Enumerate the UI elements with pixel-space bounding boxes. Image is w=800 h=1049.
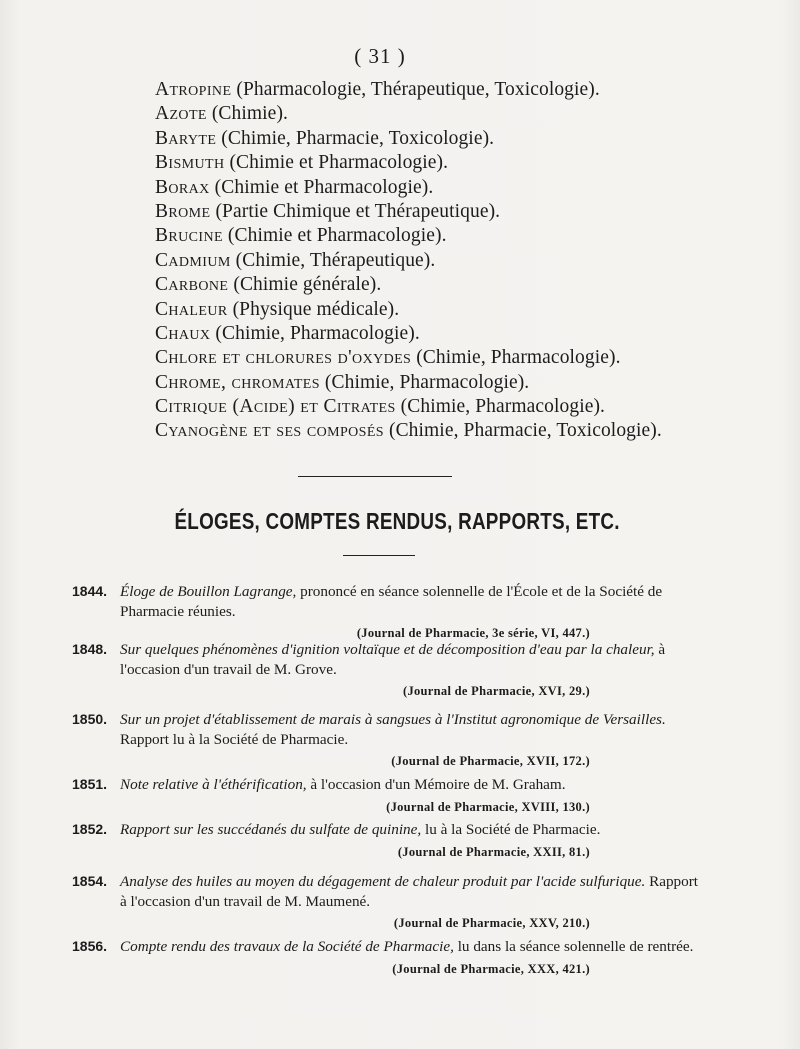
- entry-reference: (Journal de Pharmacie, XXII, 81.): [397, 844, 590, 859]
- subject-term: Chaleur: [155, 298, 228, 320]
- subject-item: [155, 419, 755, 443]
- entry-title: Sur quelques phénomènes d'ignition voltaïque et de décomposition d'eau par la chaleur,: [120, 641, 655, 658]
- subject-description: (Chimie et Pharmacologie).: [224, 152, 449, 174]
- entry-reference: (Journal de Pharmacie, XXV, 210.): [393, 916, 590, 930]
- entry-description: à l'occasion d'un Mémoire de M. Graham.: [306, 776, 566, 793]
- subject-term: Cyanogène et ses composés: [155, 420, 384, 442]
- entry-year: 1852.: [72, 821, 108, 837]
- entry-reference: (Journal de Pharmacie, XVI, 29.): [402, 684, 590, 698]
- entry-year: 1856.: [72, 938, 108, 954]
- entry-title: Note relative à l'éthérification,: [120, 776, 307, 793]
- subject-term: Borax: [155, 176, 210, 198]
- subject-description: (Pharmacologie, Thérapeutique, Toxicologie).: [231, 79, 600, 100]
- subject-term: Baryte: [155, 127, 217, 149]
- subject-term: Azote: [155, 103, 207, 125]
- entry-reference: (Journal de Pharmacie, XVIII, 130.): [386, 799, 590, 814]
- entry-title: Éloge de Bouillon Lagrange,: [120, 583, 297, 600]
- subject-description: (Chimie).: [206, 103, 289, 125]
- entry-description: Rapport lu à la Société de Pharmacie.: [120, 730, 349, 748]
- entry-text: [120, 640, 700, 701]
- subject-description: (Chimie, Pharmacologie).: [395, 396, 606, 418]
- publication-entry: [72, 582, 712, 643]
- entry-description: Rapport à l'occasion d'un travail de M. Maumené.: [120, 873, 699, 910]
- entry-title: Rapport sur les succédanés du sulfate de quinine,: [120, 821, 422, 838]
- entry-description: lu dans la séance solennelle de rentrée.: [453, 938, 694, 955]
- publication-entry: [72, 710, 712, 771]
- subject-term: Chlore et chlorures d'oxydes: [155, 347, 412, 369]
- entry-text: [120, 820, 700, 862]
- entry-text: [120, 710, 700, 771]
- entry-reference: (Journal de Pharmacie, XXX, 421.): [392, 961, 590, 976]
- entry-year: 1850.: [72, 711, 108, 727]
- subject-list: [155, 78, 755, 444]
- subject-description: (Chimie, Pharmacologie).: [411, 347, 621, 369]
- subject-item: [155, 176, 755, 200]
- publication-entry: [72, 820, 712, 862]
- subject-item: [155, 371, 755, 395]
- entry-text: [120, 582, 700, 643]
- publication-entry: [72, 640, 712, 701]
- page-number: ( 31 ): [354, 44, 406, 68]
- entry-year: 1854.: [72, 873, 108, 889]
- subject-item: [155, 273, 755, 297]
- entry-description: lu à la Société de Pharmacie.: [421, 821, 601, 838]
- subject-description: (Chimie générale).: [228, 274, 382, 296]
- subject-term: Cadmium: [155, 249, 231, 271]
- subject-item: [155, 322, 755, 346]
- entry-description: à l'occasion d'un travail de M. Grove.: [120, 641, 666, 678]
- subject-item: [155, 78, 755, 102]
- subject-description: (Chimie, Thérapeutique).: [230, 249, 436, 271]
- subject-item: [155, 224, 755, 248]
- subject-term: Bismuth: [155, 152, 225, 174]
- subject-term: Carbone: [155, 274, 229, 296]
- subject-description: (Chimie, Pharmacologie).: [210, 322, 420, 344]
- entry-title: Analyse des huiles au moyen du dégagement de chaleur produit par l'acide sulfurique.: [120, 873, 646, 890]
- entry-year: 1848.: [72, 641, 108, 657]
- entry-text: [120, 775, 700, 817]
- entry-reference: (Journal de Pharmacie, XVII, 172.): [391, 754, 590, 768]
- subject-term: Citrique (Acide) et Citrates: [155, 396, 396, 418]
- subject-item: [155, 298, 755, 322]
- subject-item: [155, 151, 755, 175]
- publication-entry: [72, 775, 712, 817]
- subject-description: (Chimie et Pharmacologie).: [209, 176, 434, 198]
- subject-description: (Physique médicale).: [227, 298, 400, 320]
- subject-term: Brome: [155, 200, 211, 222]
- subject-item: [155, 395, 755, 419]
- section-divider-bottom: [343, 555, 415, 556]
- subject-description: (Chimie et Pharmacologie).: [222, 225, 447, 247]
- subject-item: [155, 346, 755, 370]
- entry-title: Sur un projet d'établissement de marais à sangsues à l'Institut agronomique de Versailles.: [120, 711, 666, 728]
- entry-title: Compte rendu des travaux de la Société de Pharmacie,: [120, 938, 454, 955]
- entry-text: [120, 872, 700, 933]
- publication-entry: [72, 937, 712, 979]
- subject-item: [155, 249, 755, 273]
- subject-description: (Chimie, Pharmacie, Toxicologie).: [216, 127, 495, 149]
- subject-description: (Partie Chimique et Thérapeutique).: [210, 200, 501, 222]
- subject-term: Chaux: [155, 322, 211, 344]
- subject-term: Brucine: [155, 225, 223, 247]
- entry-text: [120, 937, 700, 979]
- entry-reference: (Journal de Pharmacie, 3e série, VI, 447.): [356, 626, 590, 640]
- publication-entry: [72, 872, 712, 933]
- entry-year: 1851.: [72, 776, 108, 792]
- subject-description: (Chimie, Pharmacie, Toxicologie).: [384, 420, 662, 442]
- subject-item: [155, 102, 755, 126]
- subject-term: Chrome, chromates: [155, 371, 320, 393]
- subject-term: Atropine: [155, 79, 232, 100]
- entry-year: 1844.: [72, 583, 108, 599]
- subject-item: [155, 127, 755, 151]
- entry-description: prononcé en séance solennelle de l'École et de la Société de Pharmacie réunies.: [120, 583, 663, 620]
- subject-item: [155, 200, 755, 224]
- section-title: ÉLOGES, COMPTES RENDUS, RAPPORTS, ETC.: [174, 508, 620, 534]
- subject-description: (Chimie, Pharmacologie).: [319, 371, 530, 393]
- section-divider-top: [298, 476, 452, 477]
